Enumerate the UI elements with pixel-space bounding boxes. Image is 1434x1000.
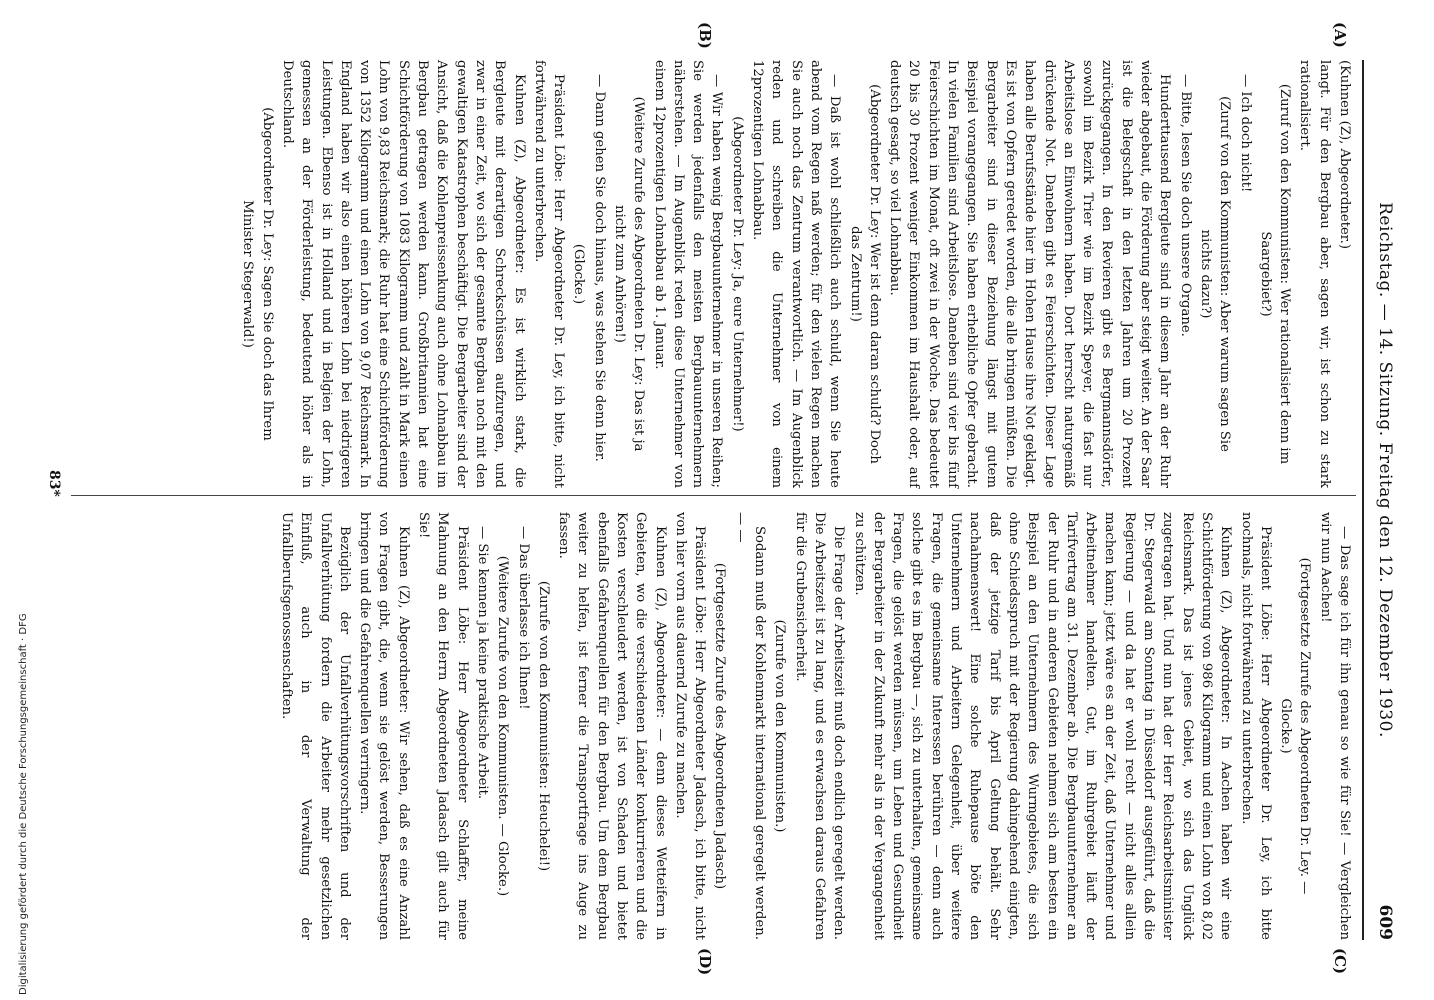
page-header <box>1370 60 1400 940</box>
right-paragraph: Kuhnen (Z), Abgeordneter: Wir sehen, daß es eine Anzahl von Fragen gibt, die, wenn sie gelöst werden, Besserungen bringen und die Gefahrenquellen verringern. <box>357 512 411 940</box>
left-paragraph: — Daß ist wohl schließlich auch schuld, wenn Sie heute abend vom Regen naß werden; für den vielen Regen machen Sie auch noch das Zentrum verantwortlich. — Im Augenblick reden und schreiben die Unternehmer von einem 12prozentigen Lohnabbau. <box>750 60 843 488</box>
left-paragraph: Präsident Löbe: Herr Abgeordneter Dr. Ley, ich bitte, nicht fortwährend zu unterbrechen. <box>531 60 567 488</box>
right-paragraph: (Weitere Zurufe von den Kommunisten. — Glocke.) <box>495 555 511 897</box>
right-paragraph: (Fortgesetzte Zurufe des Abgeordneten Jadasch) <box>712 562 728 890</box>
right-column <box>276 512 1354 940</box>
right-paragraph: (Zurufe von den Kommunisten.) <box>772 619 788 833</box>
left-paragraph: — Ich doch nicht! <box>1237 74 1253 193</box>
margin-marker-b: (B) <box>696 22 714 49</box>
right-paragraph: Sodann muß der Kohlenmarkt international geregelt werden. — — <box>732 512 768 940</box>
right-paragraph: — Das überlasse ich Ihnen! <box>515 526 531 710</box>
right-paragraph: Bezüglich der Unfallverhütungsvorschriften und der Unfallverhütung fordern die Arbeiter mehr gesetzlichen Einfluß, auch in der Verwaltung der Unfallberufsgenossenschaften. <box>278 512 352 940</box>
left-column <box>237 60 1354 488</box>
header-title: Reichstag. — 14. Sitzung. Freitag den 12. Dezember 1930. <box>1375 202 1395 738</box>
header-rule <box>1362 60 1364 940</box>
right-paragraph: — Sie kennen ja keine praktische Arbeit. <box>474 526 490 800</box>
left-paragraph: (Weitere Zurufe des Abgeordneten Dr. Ley: Das ist ja nicht zum Anhören!) <box>612 96 647 452</box>
margin-marker-a: (A) <box>1331 22 1349 48</box>
left-paragraph: (Abgeordneter Dr. Ley: Sagen Sie doch das Ihrem Minister Stegerwald!) <box>240 107 275 441</box>
column-divider <box>71 495 1356 496</box>
left-paragraph: (Zuruf von den Kommunisten: Aber warum sagen Sie nichts dazu?) <box>1197 96 1233 452</box>
side-note-strip <box>2 0 29 1000</box>
left-paragraph: — Bitte, lesen Sie doch unsere Organe. <box>1177 74 1193 337</box>
right-paragraph: Kuhnen (Z), Abgeordneter: In Aachen haben wir eine Schichtförderung von 986 Kilogramm und einen Lohn von 8,02 Reichsmark. Das ist jenes Gebiet, wo sich das Unglück zugetragen hat. Und nun hat der Herr Reichsarbeitsminister Dr. Stegerwald am Sonntag in Düsseldorf ausgeführt, daß die Regierung — und da hat er wohl recht — nicht alles allein machen kann; jetzt wäre es an der Zeit, daß Unternehmer und Arbeitnehmer handelten. Gut, im Ruhrgebiet läuft der Tarifvertrag am 31. Dezember ab. Die Bergbauunternehmer an der Ruhr und in anderen Gebieten nehmen sich am besten ein Beispiel an den Unternehmern des Wurmgebietes, die sich ohne Schiedsspruch mit der Regierung dahingehend einigten, daß der jetzige Tarif bis April Geltung behält. Sehr nachahmenswert! Eine solche Ruhepause böte den Unternehmern und Arbeitern Gelegenheit, über weitere Fragen, die gemeinsame Interessen berühren — denn auch solche gibt es im Bergbau —, sich zu unterhalten, gemeinsame Fragen, die gelöst werden müssen, um Leben und Gesundheit der Bergarbeiter in der Zukunft mehr als in der Vergangenheit zu schützen. <box>851 512 1234 940</box>
left-paragraph: Hunderttausend Bergleute sind in diesem Jahr an der Ruhr wieder abgebaut, die Förderung aber steigt weiter. An der Saar ist die Belegschaft in den letzten Jahren um 20 Prozent zurückgegangen. In den Revieren gibt es Bergmannsdörfer, sowohl im Bezirk Trier wie im Bezirk Speyer, die fast nur Arbeitslose an Einwohnern haben. Dort herrscht naturgemäß drückende Not. Daneben gibt es Feierschichten. Dieser Lage haben alle Berufsstände hier im Hohen Hause ihre Not geklagt. Es ist von Opfern geredet worden, die alle bringen müßten. Die Bergarbeiter sind in dieser Beziehung längst mit gutem Beispiel vorangegangen. Sie haben erhebliche Opfer gebracht. In vielen Familien sind Arbeitslose. Daneben sind vier bis fünf Feierschichten im Monat, oft zwei in der Woche. Das bedeutet 20 bis 30 Prozent weniger Einkommen im Haushalt oder, auf deutsch gesagt, so viel Lohnabbau. <box>887 60 1173 488</box>
digitization-note: Digitalisierung gefördert durch die Deutsche Forschungsgemeinschaft · DFG <box>18 613 29 995</box>
margin-marker-d: (D) <box>696 948 714 976</box>
right-paragraph: Präsident Löbe: Herr Abgeordneter Schlaffer, meine Mahnung an den Herrn Abgeordneten Jadasch gilt auch für Sie! <box>416 512 470 940</box>
left-paragraph: (Abgeordneter Dr. Ley: Ja, eure Unternehmer!) <box>729 116 745 432</box>
left-paragraph: — Dann gehen Sie doch hinaus, was stehen Sie denn hier. <box>591 74 607 462</box>
left-paragraph: — Wir haben wenig Bergbauunternehmer in unseren Reihen; Sie werden jedenfalls den meisten Bergbauunternehmern näherstehen. — Im Augenblick reden diese Unternehmer von einem 12prozentigen Lohnabbau ab 1. Januar. <box>651 60 725 488</box>
signature-mark: 83* <box>46 470 62 497</box>
right-paragraph: (Zurufe von den Kommunisten: Heuchelei!) <box>535 580 551 872</box>
right-paragraph: Kuhnen (Z), Abgeordneter: — denn dieses Wetteifern in Gebieten, wo die verschiedenen Länder konkurrieren und die Kosten verschleudert werden, ist von Schaden und bietet ebenfalls Gefahrenquellen für den Bergbau. Um dem Bergbau weiter zu helfen, ist ferner die Transportfrage ins Auge zu fassen. <box>556 512 668 940</box>
page-number: 609 <box>1375 904 1395 940</box>
left-paragraph: (Abgeordneter Dr. Ley: Wer ist denn daran schuld? Doch das Zentrum!) <box>847 84 882 464</box>
left-paragraph: Kuhnen (Z), Abgeordneter: Es ist wirklich stark, die Bergleute mit derartigen Schreckschüssen aufzuregen, und zwar in einer Zeit, wo sich der gesamte Bergbau noch mit den gewaltigen Katastrophen beschäftigt. Die Bergarbeiter sind der Ansicht, daß die Kohlenpreissenkung auch ohne Lohnabbau im Bergbau getragen werden kann. Großbritannien hat eine Schichtförderung von 1083 Kilogramm und zahlt in Mark einen Lohn von 9,83 Reichsmark; die Ruhr hat eine Schichtförderung von 1352 Kilogramm und einen Lohn von 9,07 Reichsmark. In England haben wir also einen höheren Lohn bei niedrigeren Leistungen. Ebenso ist in Holland und in Belgien der Lohn, gemessen an der Förderleistung, bedeutend höher als in Deutschland. <box>279 60 527 488</box>
left-paragraph: (Kuhnen (Z), Abgeordneter.) <box>1337 60 1352 250</box>
right-paragraph: Präsident Löbe: Herr Abgeordneter Jadasch, ich bitte, nicht von hier vorn aus dauernd Zurufe zu machen. <box>672 512 708 940</box>
left-paragraph: (Zuruf von den Kommunisten: Wer rationalisiert denn im Saargebiet?) <box>1257 83 1293 465</box>
margin-marker-c: (C) <box>1331 948 1349 975</box>
right-paragraph: — Das sage ich für ihn genau so wie für Sie! — Vergleichen wir nun Aachen! <box>1317 512 1352 940</box>
right-paragraph: (Fortgesetzte Zurufe des Abgeordneten Dr. Ley. — Glocke.) <box>1278 557 1313 895</box>
right-paragraph: Die Frage der Arbeitszeit muß doch endlich geregelt werden. Die Arbeitszeit ist zu lang, und es erwachsen daraus Gefahren für die Grubensicherheit. <box>792 512 847 940</box>
right-paragraph: Präsident Löbe: Herr Abgeordneter Dr. Ley, ich bitte nochmals, nicht fortwährend zu unterbrechen. <box>1238 512 1273 940</box>
left-paragraph: (Glocke.) <box>571 243 587 305</box>
left-paragraph: langt. Für den Bergbau aber, sagen wir, ist schon zu stark rationalisiert. <box>1297 60 1332 488</box>
